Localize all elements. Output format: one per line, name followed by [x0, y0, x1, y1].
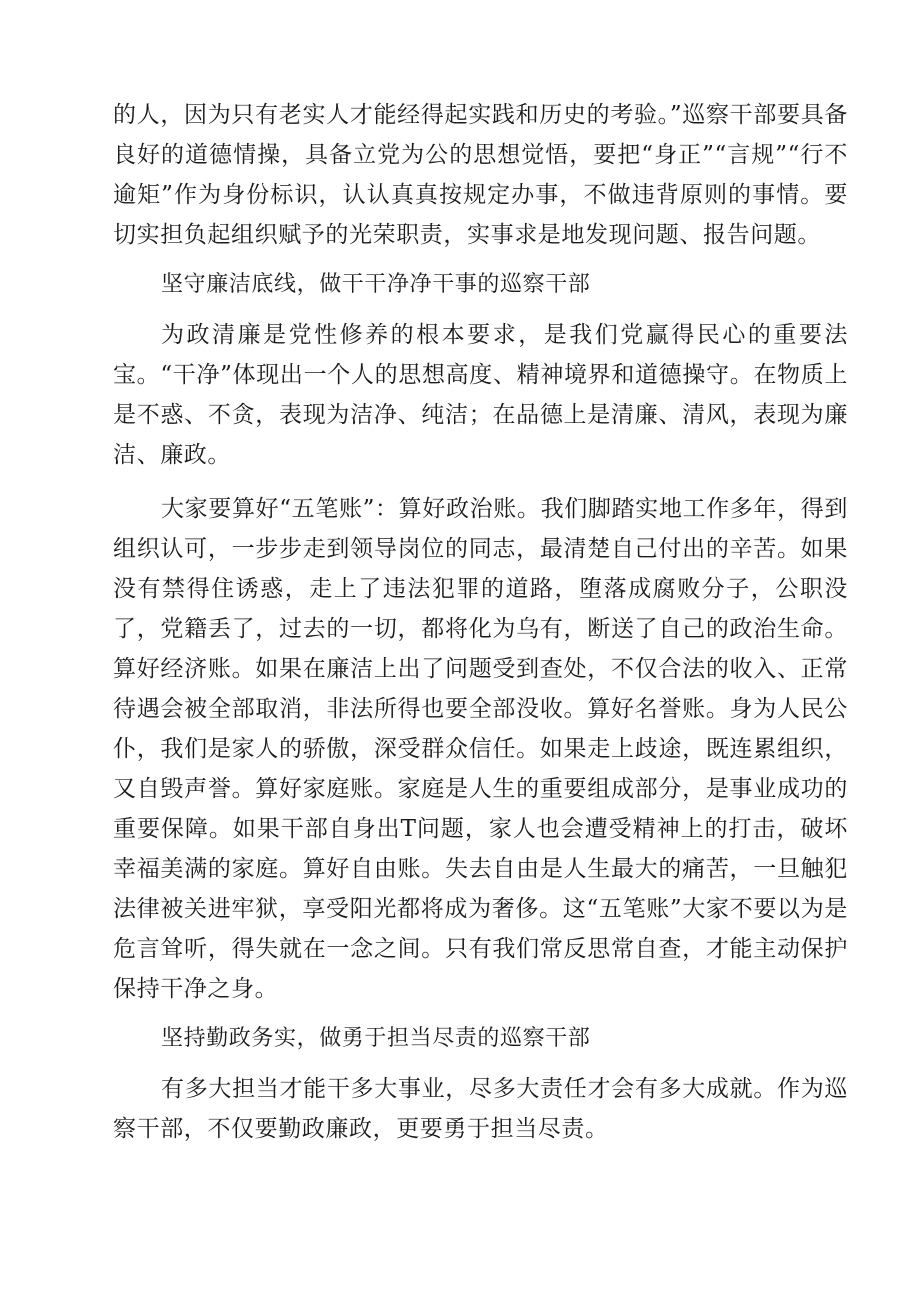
- paragraph-five-accounts: 大家要算好“五笔账”：算好政治账。我们脚踏实地工作多年，得到组织认可，一步步走到领导岗位的同志，最清楚自己付出的辛苦。如果没有禁得住诱惑，走上了违法犯罪的道路，堕落成腐败分子，公职没了，党籍丢了，过去的一切，都将化为乌有，断送了自己的政治生命。算好经济账。如果在廉洁上出了问题受到查处，不仅合法的收入、正常待遇会被全部取消，非法所得也要全部没收。算好名誉账。身为人民公仆，我们是家人的骄傲，深受群众信任。如果走上歧途，既连累组织，又自毁声誉。算好家庭账。家庭是人生的重要组成部分，是事业成功的重要保障。如果干部自身出T问题，家人也会遭受精神上的打击，破坏幸福美满的家庭。算好自由账。失去自由是人生最大的痛苦，一旦触犯法律被关进牢狱，享受阳光都将成为奢侈。这“五笔账”大家不要以为是危言耸听，得失就在一念之间。只有我们常反思常自查，才能主动保护保持干净之身。: [113, 496, 848, 1002]
- paragraph-integrity: 为政清廉是党性修养的根本要求，是我们党赢得民心的重要法宝。“干净”体现出一个人的思想高度、精神境界和道德操守。在物质上是不惑、不贪，表现为洁净、纯洁；在品德上是清廉、清风，表现为廉洁、廉政。: [113, 322, 848, 468]
- paragraph-continuation: 的人，因为只有老实人才能经得起实践和历史的考验。”巡察干部要具备良好的道德情操，具备立党为公的思想觉悟，要把“身正”“言规”“行不逾矩”作为身份标识，认认真真按规定办事，不做违背原则的事情。要切实担负起组织赋予的光荣职责，实事求是地发现问题、报告问题。: [113, 102, 848, 248]
- section-heading-integrity: 坚守廉洁底线，做干干净净干事的巡察干部: [161, 272, 591, 297]
- paragraph-diligence: 有多大担当才能干多大事业，尽多大责任才会有多大成就。作为巡察干部，不仅要勤政廉政，更要勇于担当尽责。: [113, 1076, 848, 1142]
- document-page: [113, 95, 848, 1149]
- section-heading-diligence: 坚持勤政务实，做勇于担当尽责的巡察干部: [161, 1026, 591, 1051]
